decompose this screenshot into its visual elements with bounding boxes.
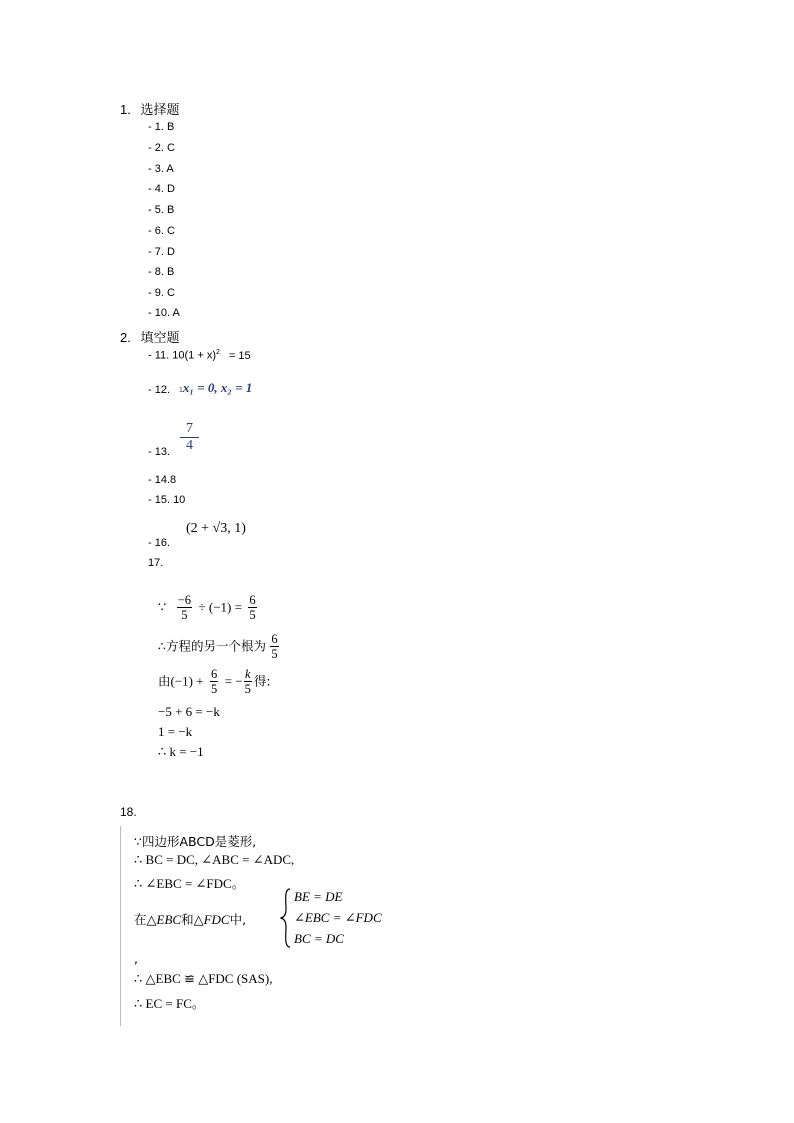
choice-answer: - 2. C (148, 142, 175, 154)
question-17-line-6: ∴ k = −1 (158, 744, 204, 759)
fraction-numerator: 6 (271, 632, 278, 646)
fill-answer-11-exponent: 2 (215, 349, 220, 356)
triangle-ebc: △EBC (146, 912, 182, 927)
choice-answer: - 10. A (148, 307, 180, 319)
quote-bar (120, 826, 121, 1026)
section-1-heading (120, 99, 179, 118)
fraction-numerator: k (245, 667, 251, 681)
fill-answer-13-label: - 13. (148, 446, 171, 458)
question-18-line-4-prefix: 在 (134, 912, 147, 927)
system-line-3: BC = DC (294, 931, 344, 946)
question-18-line-4 (134, 910, 246, 929)
question-17-line-4: −5 + 6 = −k (158, 704, 220, 719)
fill-answer-14: - 14.8 (148, 474, 177, 486)
fill-answer-11-rest: = 15 (228, 349, 251, 362)
question-18-line-4-and: 和 (181, 912, 194, 927)
fraction-numerator: −6 (177, 593, 192, 607)
choice-answer: - 7. D (148, 246, 175, 258)
fill-answer-15: - 15. 10 (148, 494, 186, 506)
choice-answer: - 6. C (148, 225, 175, 237)
choice-answer: - 8. B (148, 266, 175, 278)
section-2-number: 2. (120, 330, 131, 345)
fraction-numerator: 6 (249, 593, 256, 607)
fraction-denominator: 5 (181, 608, 188, 622)
choice-answer: - 1. B (148, 121, 175, 133)
question-18-line-2: ∴ BC = DC, ∠ABC = ∠ADC, (134, 852, 295, 867)
question-17-line-2 (158, 632, 281, 661)
choice-answer: - 9. C (148, 287, 175, 299)
left-brace-icon (280, 887, 292, 949)
question-18-label: 18. (120, 805, 137, 819)
fraction-denominator: 4 (186, 438, 193, 453)
fill-answer-16-label: - 16. (148, 537, 171, 549)
triangle-fdc: △FDC (193, 912, 230, 927)
question-17-line-3 (158, 667, 271, 696)
question-17-line-1-middle: ÷ (−1) = (198, 599, 242, 615)
question-17-label: 17. (148, 557, 164, 569)
question-17-line-2-text: ∴方程的另一个根为 (158, 638, 266, 654)
question-17-line-3-suffix: 得: (253, 673, 271, 689)
fraction-denominator: 5 (271, 647, 278, 661)
system-line-2: ∠EBC = ∠FDC (294, 910, 382, 925)
fraction-denominator: 5 (244, 682, 251, 696)
fill-answer-13-fraction (180, 421, 199, 454)
fill-answer-12-expression (179, 379, 252, 397)
question-17-line-5: 1 = −k (158, 724, 193, 739)
section-1-number: 1. (120, 102, 131, 117)
because-symbol: ∵ (158, 599, 167, 615)
choice-answer: - 5. B (148, 204, 175, 216)
fill-answer-12-small-mark: 1 (179, 387, 183, 394)
fill-answer-16-math: (2 + √3, 1) (186, 521, 246, 536)
question-18-line-7: ∴ EC = FC。 (134, 996, 205, 1011)
question-18-line-4-middle: 中, (229, 912, 247, 927)
question-17-line-3-equals: = − (224, 673, 243, 689)
fraction-denominator: 5 (249, 608, 256, 622)
fill-answer-12-math: x₁ = 0, x₂ = 1 (182, 380, 253, 395)
question-17-line-1 (158, 593, 259, 622)
fill-answer-11 (148, 349, 251, 362)
choice-answer: - 4. D (148, 183, 175, 195)
question-18-line-5: , (134, 951, 138, 966)
fraction-numerator: 7 (180, 421, 199, 438)
fraction-numerator: 6 (211, 667, 218, 681)
section-2-heading (120, 327, 179, 346)
question-17-line-3-expr: (−1) + (170, 673, 204, 689)
fraction-denominator: 5 (211, 682, 218, 696)
fill-answer-11-label: - 11. (148, 349, 170, 362)
question-18-line-1: ∵四边形ABCD是菱形, (134, 834, 257, 849)
question-18-line-3: ∴ ∠EBC = ∠FDC。 (134, 876, 245, 891)
question-18-line-6: ∴ △EBC ≌ △FDC (SAS), (134, 971, 273, 986)
section-1-title: 选择题 (140, 102, 180, 117)
section-2-title: 填空题 (140, 330, 180, 345)
fill-answer-12-label: - 12. (148, 384, 171, 396)
question-17-line-3-prefix: 由 (158, 673, 171, 689)
fill-answer-11-base: 10(1 + x) (172, 349, 216, 362)
system-line-1: BE = DE (294, 889, 343, 904)
choice-answer: - 3. A (148, 163, 174, 175)
